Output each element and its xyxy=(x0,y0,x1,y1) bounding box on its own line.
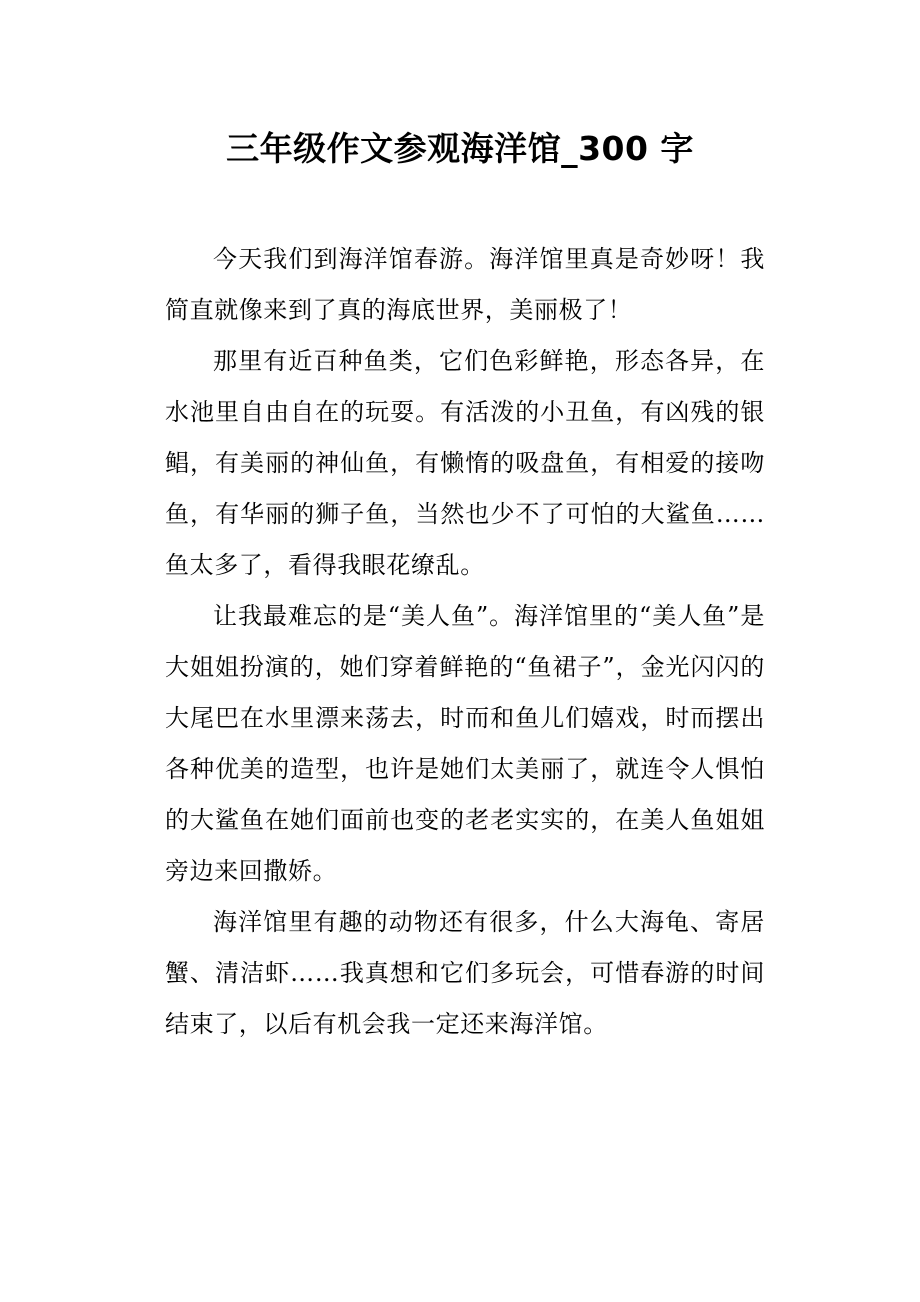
paragraph-3: 让我最难忘的是“美人鱼”。海洋馆里的“美人鱼”是大姐姐扮演的，她们穿着鲜艳的“鱼裙子”，金光闪闪的大尾巴在水里漂来荡去，时而和鱼儿们嬉戏，时而摆出各种优美的造型，也许是她们太美丽了，就连令人惧怕的大鲨鱼在她们面前也变的老老实实的，在美人鱼姐姐旁边来回撒娇。 xyxy=(165,602,765,885)
paragraph-2: 那里有近百种鱼类，它们色彩鲜艳，形态各异，在水池里自由自在的玩耍。有活泼的小丑鱼，有凶残的银鲳，有美丽的神仙鱼，有懒惰的吸盘鱼，有相爱的接吻鱼，有华丽的狮子鱼，当然也少不了可怕的大鲨鱼……鱼太多了，看得我眼花缭乱。 xyxy=(165,347,765,579)
page-title: 三年级作文参观海洋馆_300 字 xyxy=(226,129,694,168)
essay-body xyxy=(165,234,765,1050)
paragraph-1: 今天我们到海洋馆春游。海洋馆里真是奇妙呀！我简直就像来到了真的海底世界，美丽极了！ xyxy=(165,245,765,324)
paragraph-4: 海洋馆里有趣的动物还有很多，什么大海龟、寄居蟹、清洁虾……我真想和它们多玩会，可惜春游的时间结束了，以后有机会我一定还来海洋馆。 xyxy=(165,908,765,1038)
